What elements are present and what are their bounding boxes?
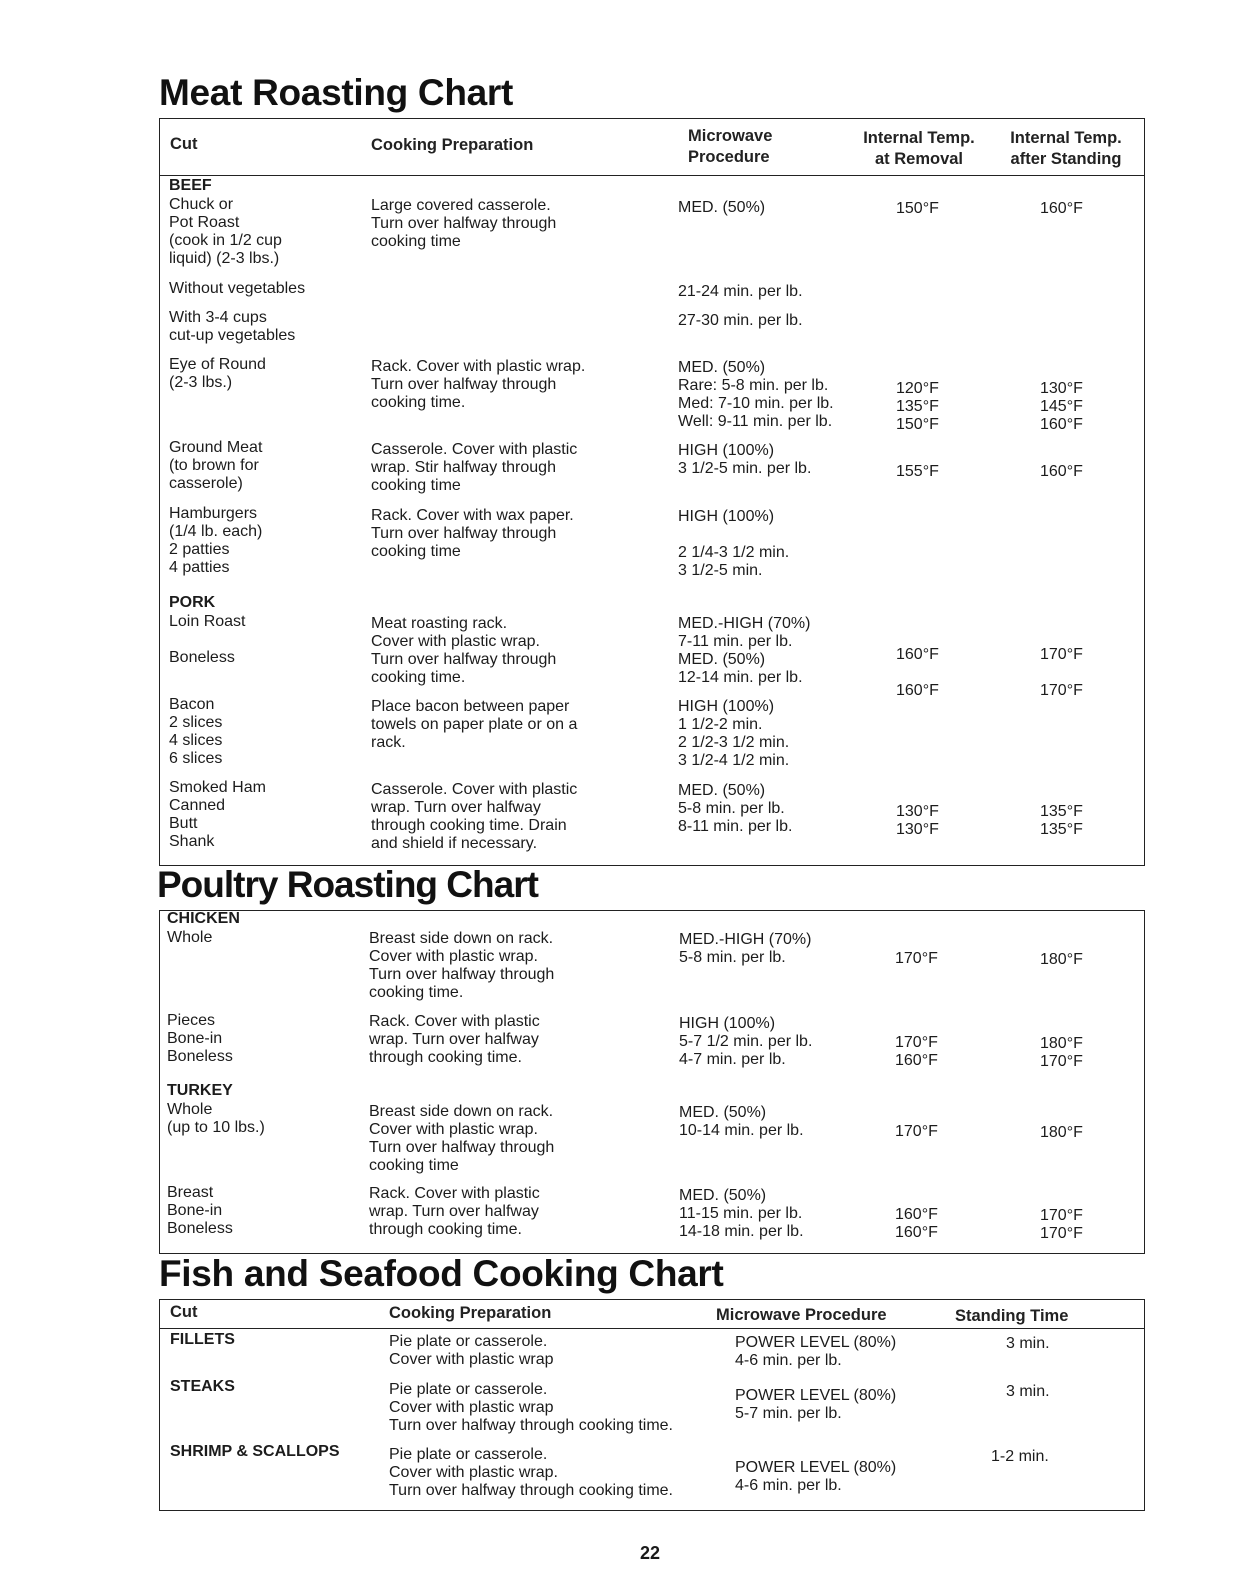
row-procedure: HIGH (100%) 5-7 1/2 min. per lb. 4-7 min. per lb. — [679, 1015, 813, 1068]
row-cut: Smoked Ham Canned Butt Shank — [169, 779, 266, 850]
row-procedure: POWER LEVEL (80%) 4-6 min. per lb. — [735, 1459, 897, 1494]
row-temp-standing: 160°F — [1040, 200, 1083, 217]
row-prep: Rack. Cover with plastic wrap. Turn over halfway through cooking time. — [371, 358, 586, 411]
meat-chart-title: Meat Roasting Chart — [159, 72, 514, 113]
row-temp-standing: 180°F — [1040, 1124, 1083, 1141]
row-standing-time: 3 min. — [1006, 1335, 1050, 1352]
fish-header-cut: Cut — [170, 1303, 198, 1321]
row-cut: With 3-4 cups cut-up vegetables — [169, 309, 296, 344]
row-cut: Breast Bone-in Boneless — [167, 1184, 233, 1237]
row-temp-removal: 150°F — [896, 200, 939, 217]
fish-header-prep: Cooking Preparation — [389, 1304, 552, 1322]
poultry-chart-title: Poultry Roasting Chart — [157, 864, 538, 905]
row-prep: Rack. Cover with plastic wrap. Turn over halfway through cooking time. — [369, 1185, 540, 1238]
meat-header-divider — [159, 175, 1145, 176]
meat-section-pork: PORK — [169, 594, 216, 611]
row-temp-removal: 170°F 160°F — [895, 1034, 938, 1069]
row-temp-standing: 170°F 170°F — [1040, 646, 1083, 699]
row-prep: Casserole. Cover with plastic wrap. Turn over halfway through cooking time. Drain and shield if necessary. — [371, 781, 578, 852]
row-cut: Hamburgers (1/4 lb. each) 2 patties 4 patties — [169, 505, 263, 576]
row-prep: Casserole. Cover with plastic wrap. Stir halfway through cooking time — [371, 441, 578, 494]
row-prep: Place bacon between paper towels on paper plate or on a rack. — [371, 698, 578, 751]
row-temp-standing: 180°F — [1040, 951, 1083, 968]
row-prep: Pie plate or casserole. Cover with plastic wrap. Turn over halfway through cooking time. — [389, 1446, 673, 1499]
row-procedure: MED. (50%) 10-14 min. per lb. — [679, 1104, 804, 1139]
meat-chart-table — [159, 118, 1145, 866]
row-cut: SHRIMP & SCALLOPS — [170, 1443, 340, 1460]
row-temp-removal: 160°F 160°F — [896, 646, 939, 699]
meat-header-temp-standing: Internal Temp. after Standing — [1010, 129, 1122, 168]
row-temp-removal: 170°F — [895, 950, 938, 967]
row-cut: Bacon 2 slices 4 slices 6 slices — [169, 696, 223, 767]
meat-header-cut: Cut — [170, 135, 198, 153]
row-temp-removal: 170°F — [895, 1123, 938, 1140]
row-procedure: MED. (50%) Rare: 5-8 min. per lb. Med: 7-10 min. per lb. Well: 9-11 min. per lb. — [678, 359, 834, 430]
meat-header-temp-removal: Internal Temp. at Removal — [863, 129, 975, 168]
row-temp-standing: 135°F 135°F — [1040, 803, 1083, 838]
row-cut: STEAKS — [170, 1378, 235, 1395]
row-procedure: HIGH (100%) 3 1/2-5 min. per lb. — [678, 442, 812, 477]
row-procedure: MED. (50%) 11-15 min. per lb. 14-18 min. per lb. — [679, 1187, 804, 1240]
row-prep: Large covered casserole. Turn over halfway through cooking time — [371, 197, 557, 250]
row-procedure: POWER LEVEL (80%) 5-7 min. per lb. — [735, 1387, 897, 1422]
row-temp-removal: 120°F 135°F 150°F — [896, 380, 939, 433]
row-prep: Pie plate or casserole. Cover with plastic wrap — [389, 1333, 554, 1368]
row-procedure: 21-24 min. per lb. — [678, 283, 803, 300]
row-cut: Whole — [167, 929, 213, 946]
row-procedure: MED. (50%) — [678, 199, 766, 216]
row-prep: Breast side down on rack. Cover with plastic wrap. Turn over halfway through cooking time — [369, 1103, 555, 1174]
fish-header-divider — [159, 1328, 1145, 1329]
row-prep: Rack. Cover with wax paper. Turn over halfway through cooking time — [371, 507, 574, 560]
row-temp-removal: 160°F 160°F — [895, 1206, 938, 1241]
poultry-chart-table — [159, 910, 1145, 1254]
row-prep: Pie plate or casserole. Cover with plastic wrap Turn over halfway through cooking time. — [389, 1381, 673, 1434]
meat-header-procedure: Microwave Procedure — [688, 127, 773, 166]
row-cut: Without vegetables — [169, 280, 306, 297]
row-procedure: MED.-HIGH (70%) 5-8 min. per lb. — [679, 931, 812, 966]
row-prep: Breast side down on rack. Cover with plastic wrap. Turn over halfway through cooking time. — [369, 930, 555, 1001]
row-temp-standing: 160°F — [1040, 463, 1083, 480]
page-number: 22 — [639, 1543, 661, 1563]
meat-header-prep: Cooking Preparation — [371, 136, 534, 154]
row-procedure: HIGH (100%) 1 1/2-2 min. 2 1/2-3 1/2 min. 3 1/2-4 1/2 min. — [678, 698, 790, 769]
row-temp-removal: 155°F — [896, 463, 939, 480]
row-cut: Chuck or Pot Roast (cook in 1/2 cup liquid) (2-3 lbs.) — [169, 196, 282, 267]
row-cut: Loin Roast Boneless — [169, 613, 246, 666]
row-procedure: POWER LEVEL (80%) 4-6 min. per lb. — [735, 1334, 897, 1369]
row-procedure: 27-30 min. per lb. — [678, 312, 803, 329]
row-prep: Meat roasting rack. Cover with plastic wrap. Turn over halfway through cooking time. — [371, 615, 557, 686]
row-cut: FILLETS — [170, 1331, 235, 1348]
row-cut: Whole (up to 10 lbs.) — [167, 1101, 265, 1136]
row-procedure: HIGH (100%) 2 1/4-3 1/2 min. 3 1/2-5 min. — [678, 508, 790, 579]
row-prep: Rack. Cover with plastic wrap. Turn over halfway through cooking time. — [369, 1013, 540, 1066]
fish-header-standing: Standing Time — [955, 1307, 1069, 1325]
row-cut: Pieces Bone-in Boneless — [167, 1012, 233, 1065]
row-procedure: MED. (50%) 5-8 min. per lb. 8-11 min. per lb. — [678, 782, 793, 835]
meat-section-beef: BEEF — [169, 177, 212, 194]
row-cut: Ground Meat (to brown for casserole) — [169, 439, 263, 492]
poultry-section-chicken: CHICKEN — [167, 910, 240, 927]
row-temp-removal: 130°F 130°F — [896, 803, 939, 838]
row-temp-standing: 180°F 170°F — [1040, 1035, 1083, 1070]
row-temp-standing: 130°F 145°F 160°F — [1040, 380, 1083, 433]
fish-chart-title: Fish and Seafood Cooking Chart — [159, 1253, 724, 1294]
row-procedure: MED.-HIGH (70%) 7-11 min. per lb. MED. (50%) 12-14 min. per lb. — [678, 615, 811, 686]
fish-header-procedure: Microwave Procedure — [716, 1306, 887, 1324]
poultry-section-turkey: TURKEY — [167, 1082, 233, 1099]
row-temp-standing: 170°F 170°F — [1040, 1207, 1083, 1242]
row-standing-time: 3 min. — [1006, 1383, 1050, 1400]
row-cut: Eye of Round (2-3 lbs.) — [169, 356, 266, 391]
row-standing-time: 1-2 min. — [991, 1448, 1049, 1465]
